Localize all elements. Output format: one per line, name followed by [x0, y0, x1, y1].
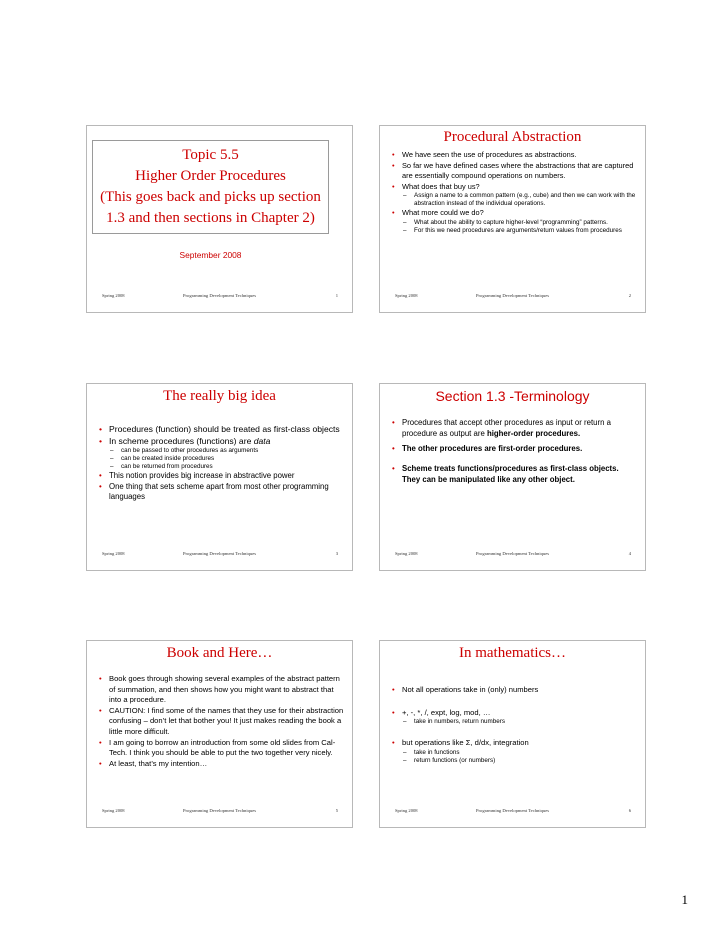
- title-box: [92, 140, 329, 234]
- sub-bullet-item: – For this we need procedures are arguments/return values from procedures: [392, 227, 639, 235]
- slide-2: [379, 125, 646, 313]
- bullet-item: • Procedures (function) should be treated as first-class objects: [99, 424, 346, 436]
- footer-date: Spring 2008: [395, 551, 418, 556]
- bullet-item: • CAUTION: I find some of the names that they use for their abstraction confusing – don’t let that bother you! It just makes reading the book a little more difficult.: [99, 706, 346, 738]
- bullet-list: [392, 685, 639, 765]
- sub-bullet-item: – take in functions: [392, 749, 639, 757]
- footer-date: Spring 2008: [395, 293, 418, 298]
- title-line: 1.3 and then sections in Chapter 2): [106, 210, 315, 226]
- bullet-item: • So far we have defined cases where the abstractions that are captured are essentially compound operations on numbers.: [392, 161, 639, 182]
- slide-4: [379, 383, 646, 571]
- slide-number: 1: [335, 293, 338, 298]
- emphasis-data: data: [253, 435, 271, 446]
- slide-title: Book and Here…: [166, 645, 273, 661]
- footer-course: Programming Development Techniques: [475, 551, 550, 556]
- title-line: Higher Order Procedures: [135, 168, 286, 184]
- bullet-item: • Scheme treats functions/procedures as first-class objects. They can be manipulated like any other object.: [392, 463, 639, 485]
- slide-title: In mathematics…: [458, 645, 567, 661]
- title-line: Topic 5.5: [182, 147, 239, 163]
- sub-bullet-item: – can be created inside procedures: [99, 455, 346, 463]
- bullet-item: • One thing that sets scheme apart from most other programming languages: [99, 482, 346, 503]
- slide-title: Procedural Abstraction: [443, 129, 582, 145]
- slide-number: 2: [628, 293, 631, 298]
- slide-5: [86, 640, 353, 828]
- bullet-list: [99, 674, 346, 769]
- slide-number: 5: [335, 808, 338, 813]
- bullet-item: • Not all operations take in (only) numbers: [392, 685, 639, 696]
- slide-title: The really big idea: [163, 388, 276, 404]
- title-line: (This goes back and picks up section: [100, 189, 321, 205]
- footer-course: Programming Development Techniques: [182, 808, 257, 813]
- sub-bullet-item: – Assign a name to a common pattern (e.g., cube) and then we can work with the abstraction instead of the individual operations.: [392, 192, 639, 208]
- bullet-item: • Procedures that accept other procedures as input or return a procedure as output are higher-order procedures.: [392, 417, 639, 439]
- bullet-item: • +, -, *, /, expt, log, mod, …: [392, 708, 639, 719]
- bullet-item: • We have seen the use of procedures as abstractions.: [392, 150, 639, 161]
- footer-date: Spring 2008: [102, 551, 125, 556]
- bullet-item: • This notion provides big increase in abstractive power: [99, 471, 346, 482]
- bullet-item: • At least, that’s my intention…: [99, 759, 346, 770]
- sub-bullet-item: – What about the ability to capture higher-level “programming” patterns.: [392, 219, 639, 227]
- bullet-item: • I am going to borrow an introduction from some old slides from Cal-Tech. I think you should be able to put the two together very nicely.: [99, 738, 346, 759]
- slide-footer: [380, 293, 645, 307]
- slide-6: [379, 640, 646, 828]
- slide-title: Section 1.3 -Terminology: [435, 388, 590, 404]
- slide-number: 3: [335, 551, 338, 556]
- sub-bullet-item: – return functions (or numbers): [392, 757, 639, 765]
- slide-3: [86, 383, 353, 571]
- slide-footer: [87, 808, 352, 822]
- footer-date: Spring 2008: [102, 808, 125, 813]
- emphasis-higher-order: higher-order procedures.: [486, 429, 581, 438]
- sub-bullet-item: – can be returned from procedures: [99, 463, 346, 471]
- slide-footer: [380, 808, 645, 822]
- slide-1: [86, 125, 353, 313]
- footer-course: Programming Development Techniques: [475, 293, 550, 298]
- slide-footer: [87, 551, 352, 565]
- footer-date: Spring 2008: [395, 808, 418, 813]
- footer-course: Programming Development Techniques: [182, 551, 257, 556]
- footer-course: Programming Development Techniques: [182, 293, 257, 298]
- bullet-item: • Book goes through showing several examples of the abstract pattern of summation, and then shows how you might want to abstract that into a procedure.: [99, 674, 346, 706]
- slide-number: 6: [628, 808, 631, 813]
- slide-date: September 2008: [179, 250, 242, 260]
- page-number: 1: [681, 892, 688, 907]
- bullet-list: [392, 150, 639, 235]
- footer-course: Programming Development Techniques: [475, 808, 550, 813]
- slide-footer: [87, 293, 352, 307]
- slide-number: 4: [628, 551, 631, 556]
- sub-bullet-item: – take in numbers, return numbers: [392, 718, 639, 726]
- bullet-item: • but operations like Σ, d/dx, integration: [392, 738, 639, 749]
- footer-date: Spring 2008: [102, 293, 125, 298]
- bullet-list: [99, 424, 346, 503]
- bullet-item: • What does that buy us?: [392, 182, 639, 193]
- bullet-item: • What more could we do?: [392, 208, 639, 219]
- sub-bullet-item: – can be passed to other procedures as arguments: [99, 447, 346, 455]
- bullet-list: [392, 417, 639, 485]
- bullet-item: • The other procedures are first-order procedures.: [392, 443, 639, 454]
- bullet-item: • In scheme procedures (functions) are data: [99, 436, 346, 448]
- slide-footer: [380, 551, 645, 565]
